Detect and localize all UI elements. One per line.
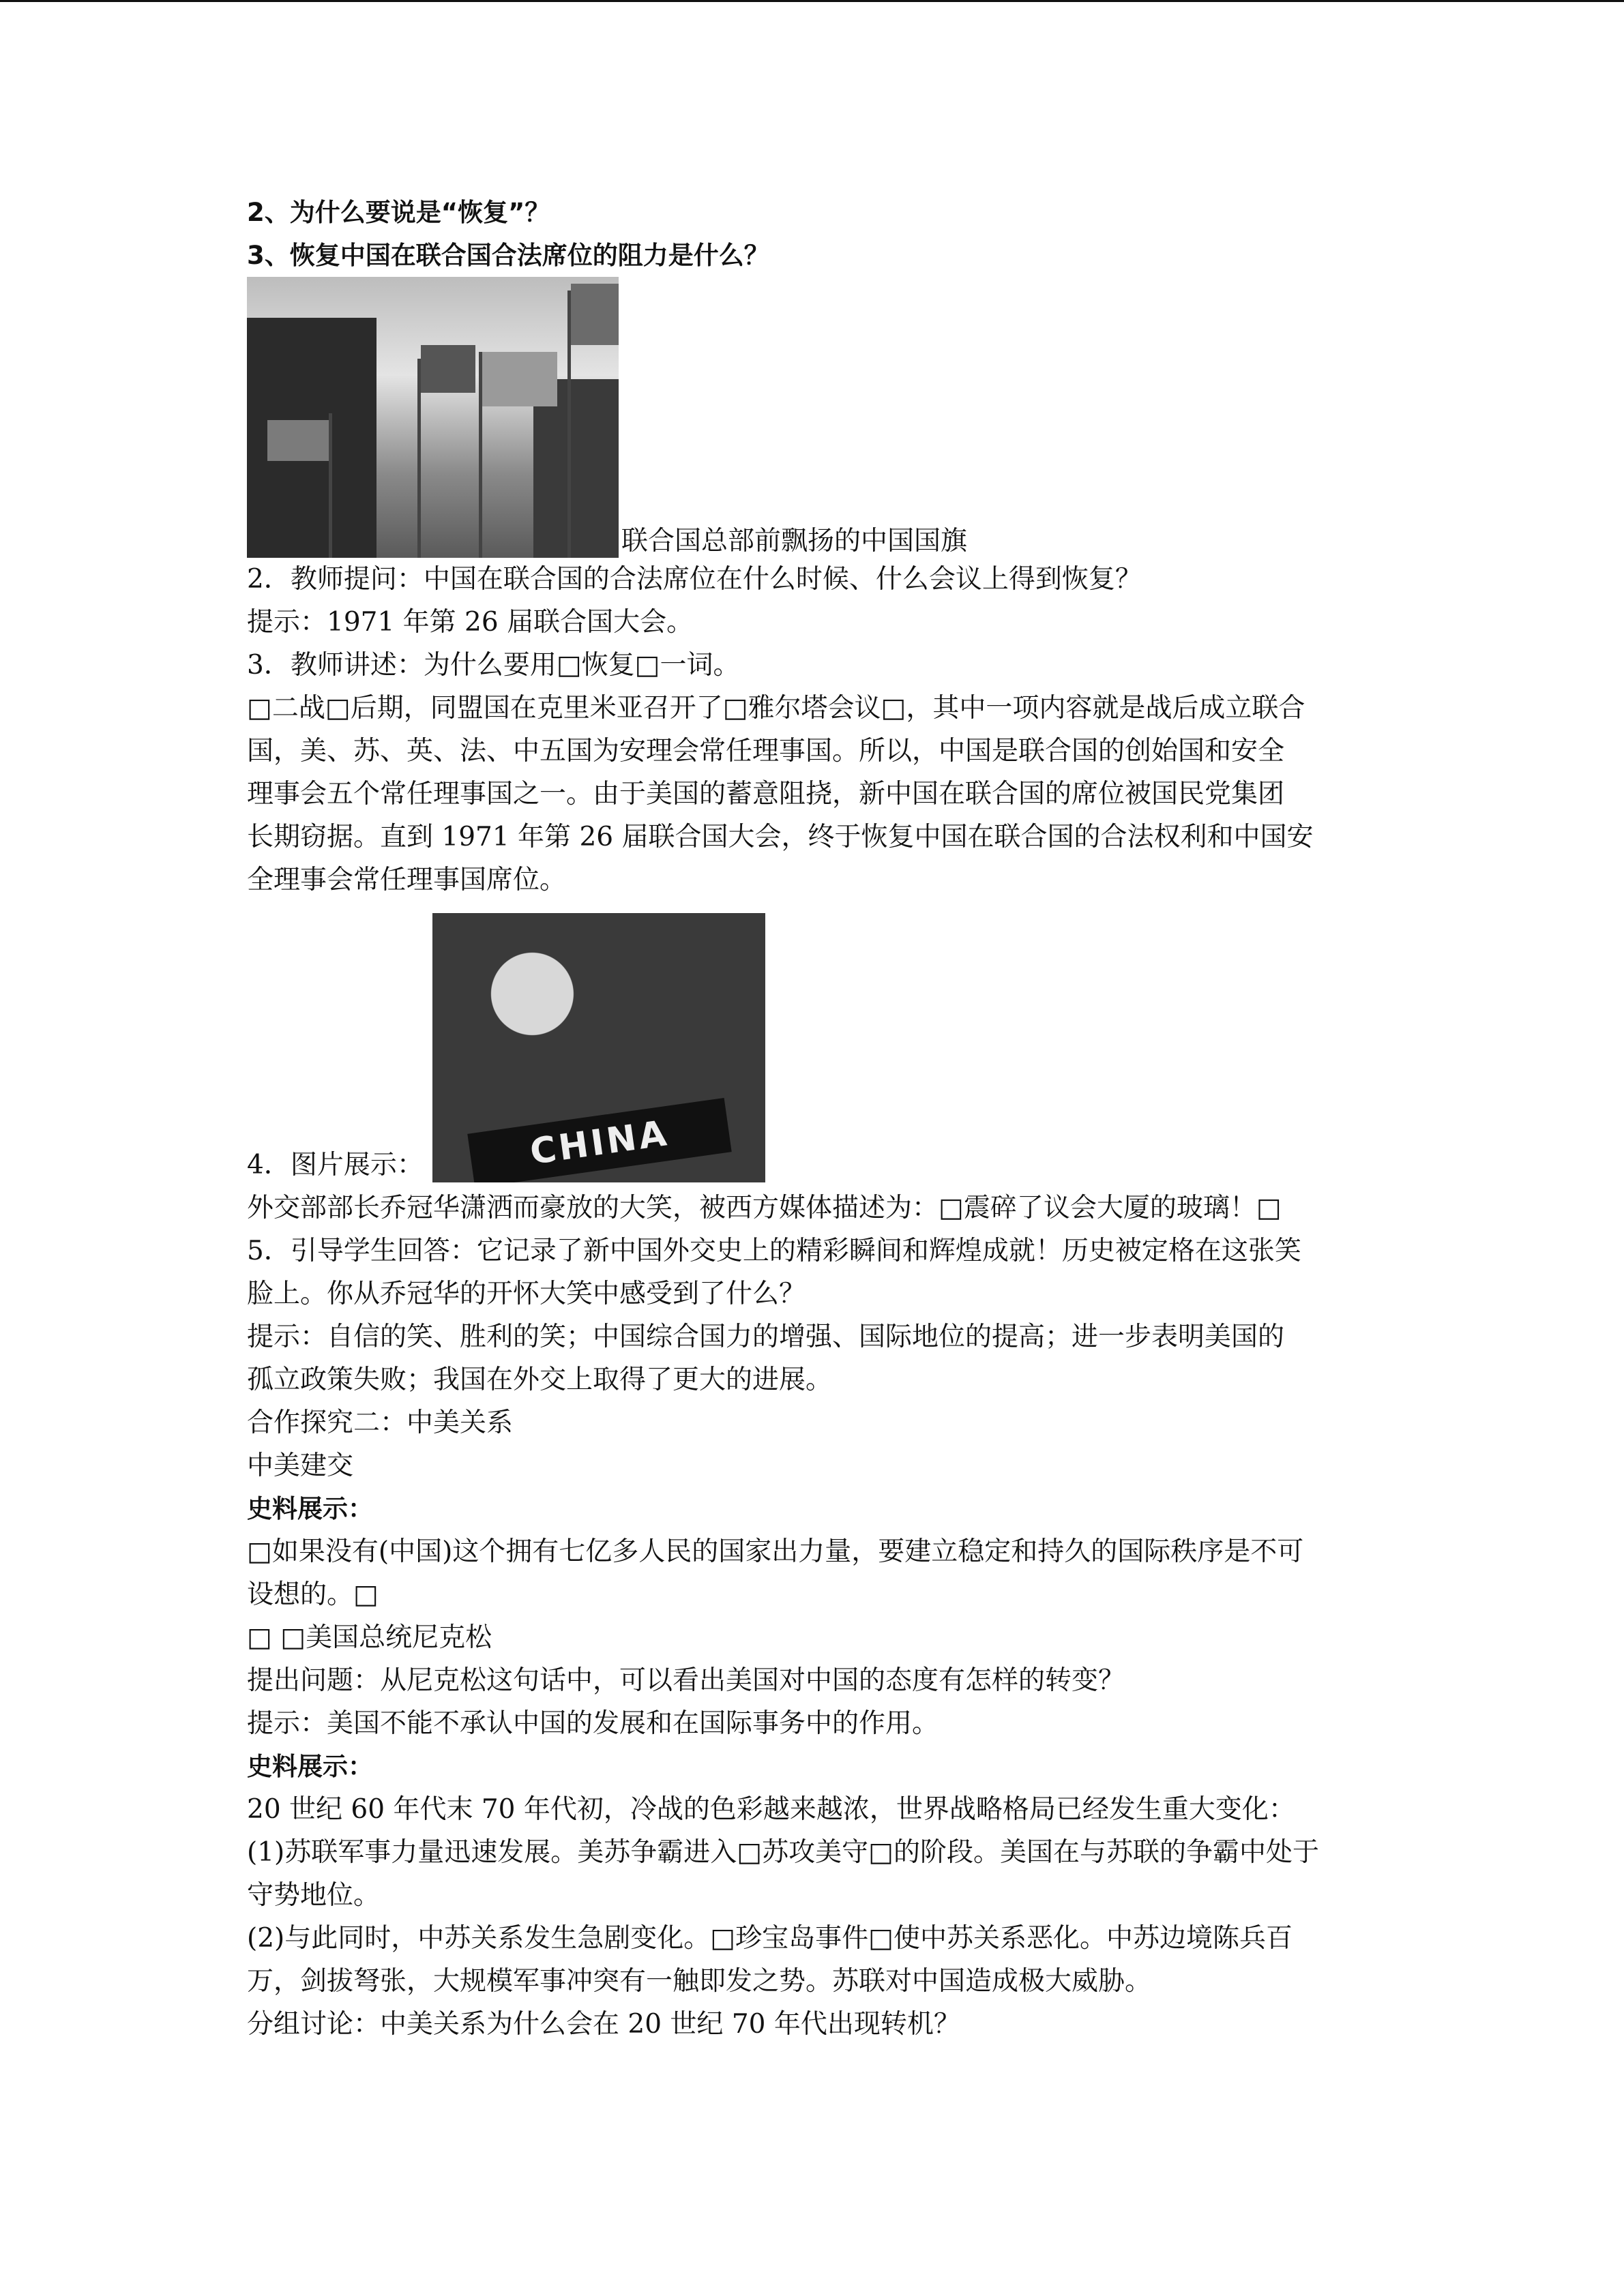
- para-line: 守势地位。: [247, 1880, 381, 1911]
- question-2: 2、为什么要说是“恢复”？: [247, 198, 550, 227]
- china-nameplate: CHINA: [467, 1098, 731, 1182]
- question-3: 3、恢复中国在联合国合法席位的阻力是什么？: [247, 241, 769, 270]
- para-line: 提示：1971 年第 26 届联合国大会。: [247, 607, 694, 638]
- source-material-label: 史料展示：: [247, 1752, 373, 1781]
- para-line: □如果没有(中国)这个拥有七亿多人民的国家出力量，要建立稳定和持久的国际秩序是不可: [247, 1536, 1304, 1567]
- para-line: 万，剑拔弩张，大规模军事冲突有一触即发之势。苏联对中国造成极大威胁。: [247, 1966, 1152, 1997]
- section-heading: 合作探究二：中美关系: [247, 1407, 514, 1438]
- subsection-heading: 中美建交: [247, 1450, 354, 1481]
- para-line: 提示：美国不能不承认中国的发展和在国际事务中的作用。: [247, 1708, 939, 1739]
- para-line: 5．引导学生回答：它记录了新中国外交史上的精彩瞬间和辉煌成就！历史被定格在这张笑: [247, 1236, 1301, 1266]
- source-material-label: 史料展示：: [247, 1494, 373, 1523]
- para-line: 2．教师提问：中国在联合国的合法席位在什么时候、什么会议上得到恢复？: [247, 564, 1142, 595]
- para-line: □ □美国总统尼克松: [247, 1622, 492, 1653]
- para-line: 提出问题：从尼克松这句话中，可以看出美国对中国的态度有怎样的转变？: [247, 1665, 1125, 1696]
- para-line: 国，美、苏、英、法、中五国为安理会常任理事国。所以，中国是联合国的创始国和安全: [247, 736, 1285, 766]
- para-line: 理事会五个常任理事国之一。由于美国的蓄意阻挠，新中国在联合国的席位被国民党集团: [247, 779, 1285, 809]
- para-line: (2)与此同时，中苏关系发生急剧变化。□珍宝岛事件□使中苏关系恶化。中苏边境陈兵百: [247, 1923, 1293, 1954]
- para-line: 长期窃据。直到 1971 年第 26 届联合国大会，终于恢复中国在联合国的合法权利和中国安: [247, 822, 1314, 852]
- top-border: [0, 0, 1624, 2]
- para-line: 脸上。你从乔冠华的开怀大笑中感受到了什么？: [247, 1279, 806, 1309]
- qiao-guanhua-photo: [432, 913, 765, 1182]
- para-line: 外交部部长乔冠华潇洒而豪放的大笑，被西方媒体描述为：□震碎了议会大厦的玻璃！□: [247, 1193, 1282, 1223]
- para-line: 20 世纪 60 年代末 70 年代初，冷战的色彩越来越浓，世界战略格局已经发生重大变化：: [247, 1794, 1295, 1825]
- para-line: 全理事会常任理事国席位。: [247, 865, 567, 895]
- figure1-caption: 联合国总部前飘扬的中国国旗: [621, 526, 968, 556]
- para-line: 3．教师讲述：为什么要用□恢复□一词。: [247, 650, 740, 681]
- para-line: 提示：自信的笑、胜利的笑；中国综合国力的增强、国际地位的提高；进一步表明美国的: [247, 1322, 1285, 1352]
- figure2-label: 4．图片展示：: [247, 1150, 424, 1180]
- para-line: 孤立政策失败；我国在外交上取得了更大的进展。: [247, 1365, 833, 1395]
- para-line: 设想的。□: [247, 1579, 379, 1610]
- un-flags-photo: [247, 277, 619, 558]
- figure-qiao-guanhua: [247, 910, 1379, 1182]
- para-line: □二战□后期，同盟国在克里米亚召开了□雅尔塔会议□，其中一项内容就是战后成立联合: [247, 693, 1305, 724]
- para-line: (1)苏联军事力量迅速发展。美苏争霸进入□苏攻美守□的阶段。美国在与苏联的争霸中处于: [247, 1837, 1319, 1868]
- document-page: [247, 191, 1379, 2046]
- figure-un-flags: [247, 277, 1379, 558]
- para-line: 分组讨论：中美关系为什么会在 20 世纪 70 年代出现转机？: [247, 2009, 960, 2040]
